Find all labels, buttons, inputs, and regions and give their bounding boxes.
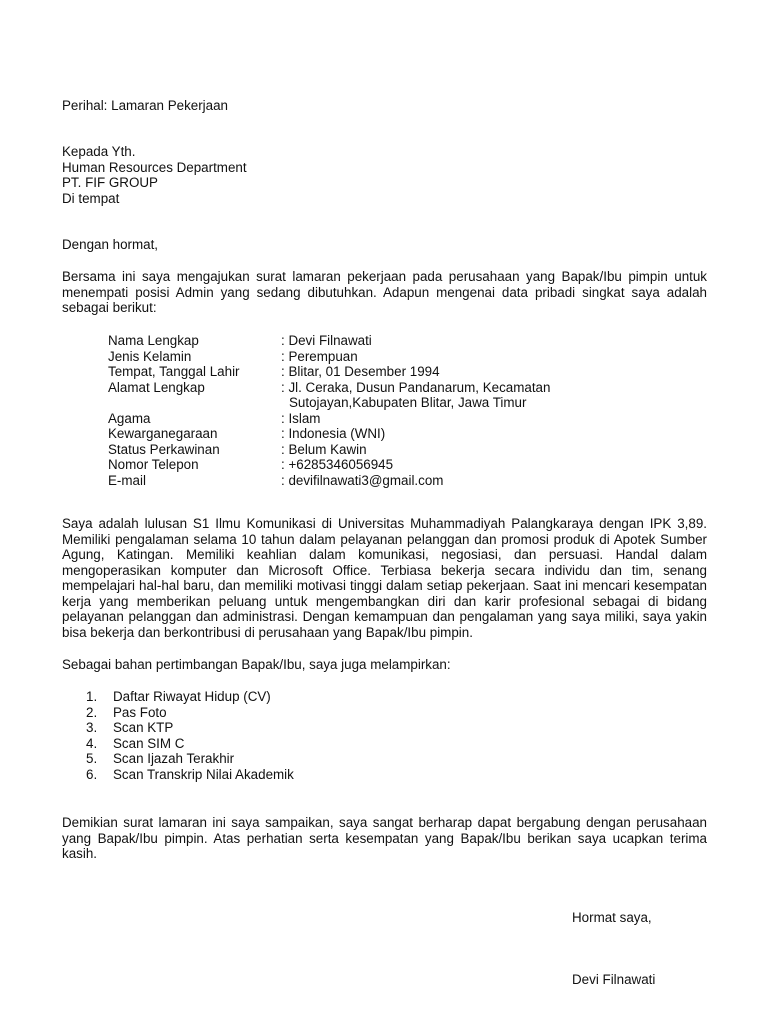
data-label: Tempat, Tanggal Lahir — [108, 364, 240, 379]
signoff: Hormat saya, — [572, 910, 652, 925]
data-label: Nama Lengkap — [108, 333, 199, 348]
data-label: Jenis Kelamin — [108, 348, 192, 364]
data-value: : Jl. Ceraka, Dusun Pandanarum, Kecamatan — [281, 379, 551, 395]
list-number: 6. — [86, 766, 98, 782]
list-text: Scan SIM C — [113, 735, 185, 751]
closing-paragraph: Demikian surat lamaran ini saya sampaikan, saya sangat berharap dapat bergabung dengan perusahaan yang Bapak/Ibu pimpin. Atas perhatian serta kesempatan yang Bapak/Ibu berikan saya ucapkan terima kasih. — [62, 815, 707, 861]
recipient-block — [62, 144, 707, 206]
recipient-line-2: Human Resources Department — [62, 159, 247, 175]
list-number: 1. — [86, 689, 98, 704]
list-text: Pas Foto — [113, 704, 167, 720]
body-paragraph: Saya adalah lulusan S1 Ilmu Komunikasi di Universitas Muhammadiyah Palangkaraya dengan IPK 3,89. Memiliki pengalaman selama 10 tahun dalam pelayanan pelanggan dan promosi produk di Apotek Sumber Agung, Katingan. Memiliki keahlian dalam komunikasi, negosiasi, dan persuasi. Handal dalam mengoperasikan komputer dan Microsoft Office. Terbiasa bekerja secara individu dan tim, senang mempelajari hal-hal baru, dan memiliki motivasi tinggi dalam setiap pekerjaan. Saat ini mencari kesempatan kerja yang memberikan peluang untuk mengembangkan diri dan karir profesional sebagai di bidang pelayanan pelanggan dan administrasi. Dengan kemampuan dan pengalaman yang saya miliki, saya yakin bisa bekerja dan berkontribusi di perusahaan yang Bapak/Ibu pimpin. — [62, 516, 707, 640]
data-value-continuation: Sutojayan,Kabupaten Blitar, Jawa Timur — [289, 395, 527, 410]
list-text: Scan KTP — [113, 720, 174, 735]
data-label: Status Perkawinan — [108, 441, 220, 457]
data-label: Alamat Lengkap — [108, 379, 205, 395]
data-value: : devifilnawati3@gmail.com — [281, 472, 444, 488]
list-text: Scan Transkrip Nilai Akademik — [113, 766, 294, 782]
data-value: : Blitar, 01 Desember 1994 — [281, 364, 440, 379]
attachments-intro: Sebagai bahan pertimbangan Bapak/Ibu, saya juga melampirkan: — [62, 657, 451, 672]
data-label: Agama — [108, 410, 151, 426]
recipient-line-1: Kepada Yth. — [62, 144, 136, 159]
data-label: E-mail — [108, 472, 146, 488]
list-number: 2. — [86, 704, 98, 720]
list-number: 4. — [86, 735, 98, 751]
list-number: 3. — [86, 720, 98, 735]
data-value: : Belum Kawin — [281, 441, 367, 457]
data-label: Kewarganegaraan — [108, 426, 218, 441]
data-label: Nomor Telepon — [108, 457, 199, 472]
signature-name: Devi Filnawati — [572, 972, 656, 987]
data-value: : Indonesia (WNI) — [281, 426, 386, 441]
intro-paragraph: Bersama ini saya mengajukan surat lamaran pekerjaan pada perusahaan yang Bapak/Ibu pimpin untuk menempati posisi Admin yang sedang dibutuhkan. Adapun mengenai data pribadi singkat saya adalah sebagai berikut: — [62, 269, 707, 315]
salutation: Dengan hormat, — [62, 237, 159, 252]
data-value: : Devi Filnawati — [281, 333, 372, 348]
subject-line: Perihal: Lamaran Pekerjaan — [62, 98, 228, 113]
recipient-line-4: Di tempat — [62, 190, 120, 206]
recipient-line-3: PT. FIF GROUP — [62, 175, 158, 190]
list-number: 5. — [86, 751, 98, 766]
data-value: : +6285346056945 — [281, 457, 394, 472]
list-text: Daftar Riwayat Hidup (CV) — [113, 689, 271, 704]
list-text: Scan Ijazah Terakhir — [113, 751, 235, 766]
data-value: : Perempuan — [281, 348, 358, 364]
data-value: : Islam — [281, 410, 321, 426]
